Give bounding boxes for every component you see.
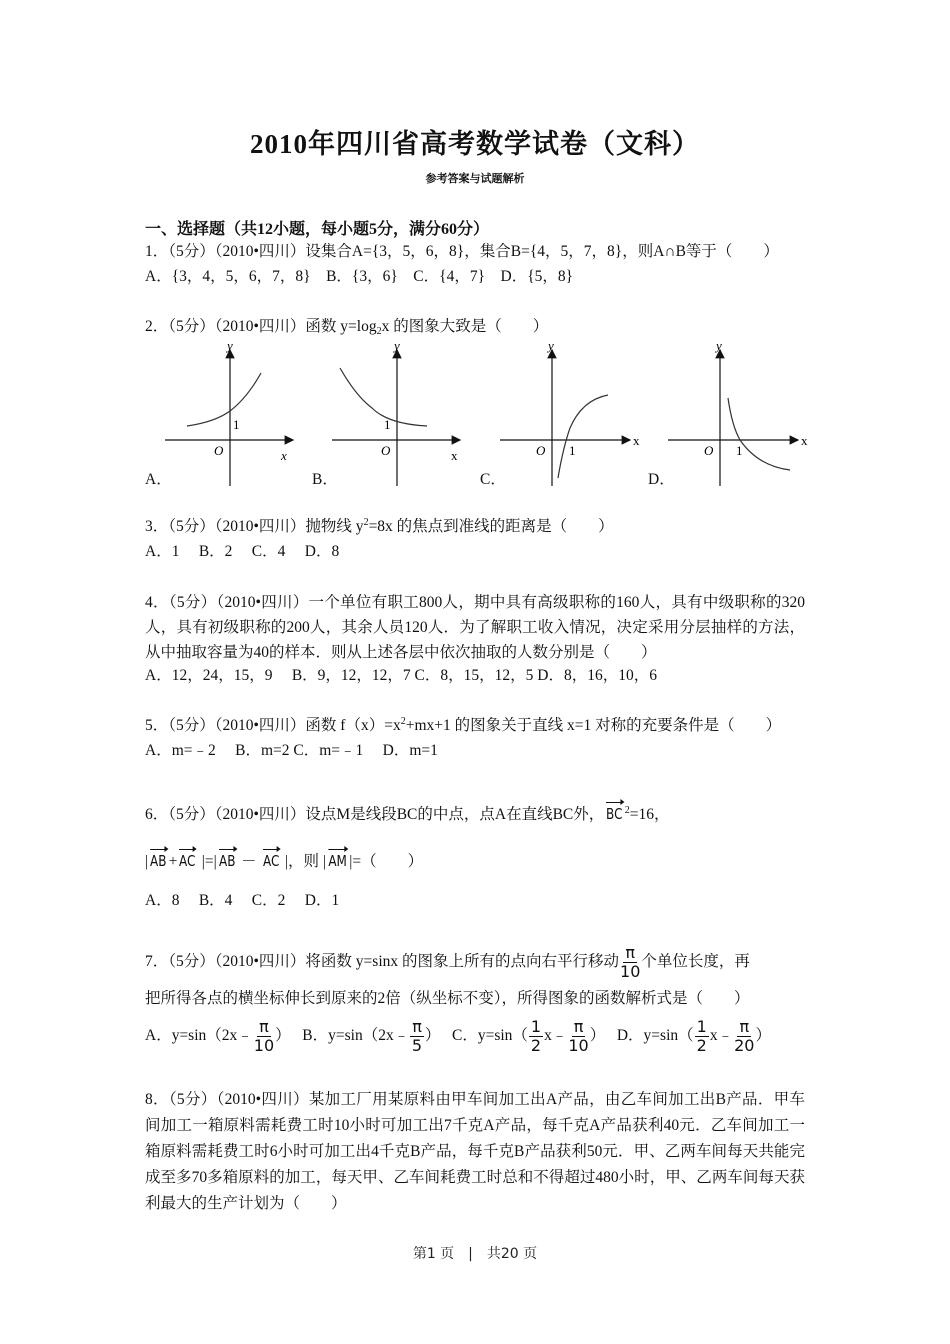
- vector-ac: AC: [179, 852, 196, 870]
- question-3-options: [145, 542, 339, 562]
- question-8-stem: 8．（5分）（2010•四川）某加工厂用某原料由甲车间加工出A产品，由乙车间加工出B产品．甲车间加工一箱原料需耗费工时10小时可加工出7千克A产品，每千克A产品获利40元．乙车间加工一箱原料需耗费工时6小时可加工出4千克B产品，每千克B产品获利50元．甲、乙两车间每天共能完成至多70多箱原料的加工，每天甲、乙车间耗费工时总和不得超过480小时，甲、乙两车间每天获利最大的生产计划为（ ）: [145, 1091, 805, 1212]
- svg-text:O: O: [214, 443, 224, 458]
- svg-text:y: y: [716, 338, 722, 353]
- question-1-options: [145, 267, 573, 287]
- svg-text:x: x: [801, 433, 808, 448]
- fraction-pi-over-10: $\frac{\pi}{10}$: [620, 943, 641, 981]
- option-a: A．8: [145, 892, 180, 909]
- graph-b-label: B．: [312, 471, 338, 488]
- graph-d: [668, 338, 813, 486]
- vector-am: AM: [328, 852, 347, 870]
- option-c: C．y=sin（ $\frac{1}{2}$ x﹣ $\frac{\pi}{10}$ ）: [451, 1017, 606, 1055]
- svg-text:x: x: [281, 448, 287, 463]
- svg-text:y: y: [394, 338, 400, 353]
- page-footer: 第1 页 | 共20 页: [412, 1246, 538, 1262]
- option-c: C．2: [251, 892, 286, 909]
- question-2-stem: 2．（5分）（2010•四川）函数 $y=\log_2x$ 的图象大致是（ ）: [145, 318, 549, 337]
- option-d: D．y=sin（ $\frac{1}{2}$ x﹣ $\frac{\pi}{20}$ ）: [616, 1017, 771, 1055]
- question-6-options: [145, 891, 339, 911]
- svg-text:y: y: [227, 338, 233, 353]
- question-5-options: A．m=﹣2 B．m=2 C．m=﹣1 D．m=1: [145, 742, 438, 759]
- graph-d-label: D．: [648, 471, 675, 488]
- option-b: B．{3，6}: [326, 268, 398, 285]
- question-3-stem: 3．（5分）（2010•四川）抛物线 $y^2=8x$ 的焦点到准线的距离是（ ）: [145, 517, 614, 535]
- vector-ab: AB: [218, 852, 236, 870]
- option-a: A．1: [145, 543, 180, 560]
- option-b: B．2: [198, 543, 233, 560]
- option-b: B．4: [198, 892, 233, 909]
- option-a: A．y=sin（2x﹣ $\frac{\pi}{10}$ ）: [145, 1017, 291, 1055]
- question-4-options: A．12，24，15，9 B．9，12，12，7 C．8，15，12，5 D．8，16，10，6: [145, 667, 657, 684]
- option-c: C．4: [251, 543, 286, 560]
- question-4-stem: 4．（5分）（2010•四川）一个单位有职工800人，期中具有高级职称的160人，具有中级职称的320人，具有初级职称的200人，其余人员120人．为了解职工收入情况，决定采用分层抽样的方法，从中抽取容量为40的样本．则从上述各层中依次抽取的人数分别是（ ）: [145, 594, 805, 661]
- page-subtitle: 参考答案与试题解析: [425, 172, 525, 185]
- graph-b: [332, 338, 467, 486]
- vector-ac: AC: [262, 852, 279, 870]
- svg-text:1: 1: [233, 417, 240, 432]
- option-a: A．{3，4，5，6，7，8}: [145, 268, 311, 285]
- svg-text:O: O: [704, 443, 714, 458]
- question-7-stem-line2: 把所得各点的横坐标伸长到原来的2倍（纵坐标不变），所得图象的函数解析式是（ ）: [145, 990, 750, 1007]
- page-title: 2010年四川省高考数学试卷（文科）: [250, 129, 700, 159]
- question-7-options: [145, 1018, 771, 1055]
- option-d: D．8: [304, 543, 340, 560]
- svg-text:x: x: [451, 448, 458, 463]
- svg-text:1: 1: [736, 443, 743, 458]
- vector-ab: AB: [150, 852, 167, 870]
- question-7-stem: 7．（5分）（2010•四川）将函数 y=sinx 的图象上所有的点向右平行移动 $\frac{\pi}{10}$ 个单位长度，再: [145, 943, 750, 981]
- question-6-stem: 6．（5分）（2010•四川）设点M是线段BC的中点，点A在直线BC外， BC $^2$=16，: [145, 805, 670, 823]
- svg-text:1: 1: [569, 443, 576, 458]
- svg-text:O: O: [381, 443, 391, 458]
- section-heading: 一、选择题（共12小题，每小题5分，满分60分）: [145, 221, 490, 238]
- svg-text:1: 1: [384, 417, 391, 432]
- svg-text:y: y: [548, 338, 554, 353]
- option-d: D．1: [304, 892, 340, 909]
- option-b: B．y=sin（2x﹣ $\frac{\pi}{5}$ ）: [302, 1017, 441, 1055]
- question-5-stem: 5．（5分）（2010•四川）函数 $f(x)=x^2+mx+1$ 的图象关于直线 x=1 对称的充要条件是（ ）: [145, 716, 782, 734]
- graph-a: [165, 338, 300, 486]
- svg-text:O: O: [536, 443, 546, 458]
- graph-c: [500, 338, 645, 486]
- option-d: D．{5，8}: [500, 268, 574, 285]
- question-1-stem: 1．（5分）（2010•四川）设集合A={3，5，6，8}，集合B={4，5，7，8}，则A∩B等于（ ）: [145, 243, 779, 260]
- vector-bc: BC: [606, 805, 623, 823]
- svg-text:x: x: [633, 433, 640, 448]
- option-c: C．{4，7}: [413, 268, 486, 285]
- graph-a-label: A．: [145, 471, 172, 488]
- graph-c-label: C．: [480, 471, 506, 488]
- question-6-condition: | AB + AC |=| AB － AC |，则 | AM |=（ ）: [145, 852, 424, 870]
